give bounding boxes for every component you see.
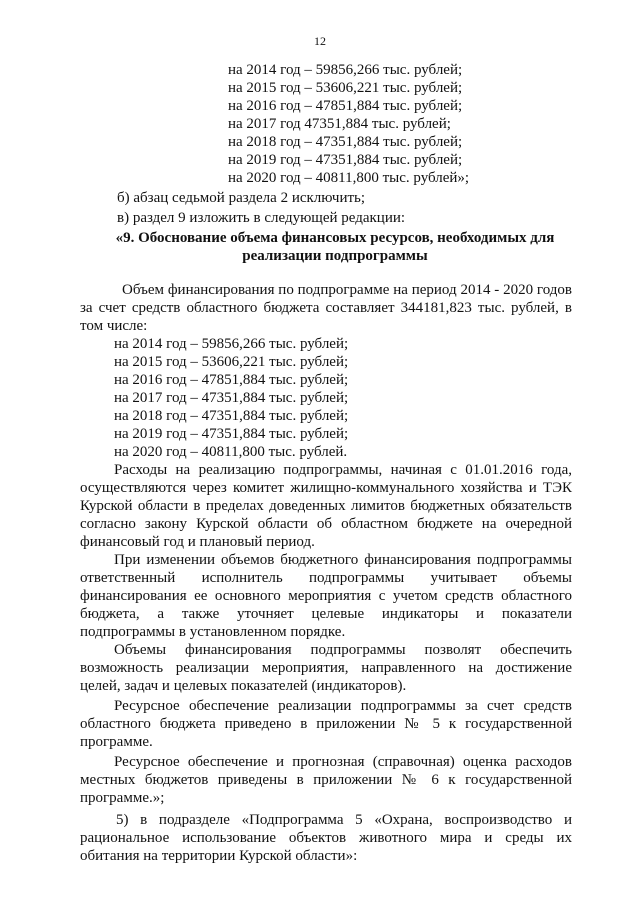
p6-line1: Ресурсное обеспечение и прогнозная (справочная) оценка расходов xyxy=(114,754,572,770)
year-2019: на 2019 год – 47351,884 тыс. рублей; xyxy=(114,426,349,442)
p7-line2: рациональное использование объектов животного мира и среды их xyxy=(80,830,572,846)
p5-line3: программе. xyxy=(80,734,153,750)
p2-line4: согласно закону Курской области об областном бюджете на очередной xyxy=(80,516,572,532)
page-number: 12 xyxy=(314,34,326,48)
year-2016: на 2016 год – 47851,884 тыс. рублей; xyxy=(114,372,349,388)
p2-line3: Курской области в пределах доведенных лимитов бюджетных обязательств xyxy=(80,498,572,514)
p4-line2: возможность реализации мероприятия, направленного на достижение xyxy=(80,660,572,676)
p1-line1: Объем финансирования по подпрограмме на период 2014 - 2020 годов xyxy=(122,282,572,298)
year-2018: на 2018 год – 47351,884 тыс. рублей; xyxy=(114,408,349,424)
year-2014: на 2014 год – 59856,266 тыс. рублей; xyxy=(114,336,349,352)
p2-line5: финансовый год и плановый период. xyxy=(80,534,315,550)
item-b: б) абзац седьмой раздела 2 исключить; xyxy=(117,190,366,206)
year-2015: на 2015 год – 53606,221 тыс. рублей; xyxy=(114,354,349,370)
top-year-2014: на 2014 год – 59856,266 тыс. рублей; xyxy=(228,62,463,78)
top-year-2015: на 2015 год – 53606,221 тыс. рублей; xyxy=(228,80,463,96)
p3-line3: финансирования ее основного мероприятия с учетом средств областного xyxy=(80,588,572,604)
p4-line1: Объемы финансирования подпрограммы позволят обеспечить xyxy=(114,642,572,658)
p2-line1: Расходы на реализацию подпрограммы, начиная с 01.01.2016 года, xyxy=(114,462,572,478)
section-heading-line2: реализации подпрограммы xyxy=(242,248,428,264)
p3-line5: подпрограммы в установленном порядке. xyxy=(80,624,346,640)
p1-line3: том числе: xyxy=(80,318,148,334)
section-heading-line1: «9. Обоснование объема финансовых ресурсов, необходимых для xyxy=(115,230,555,246)
p6-line2: местных бюджетов приведены в приложении № 6 к государственной xyxy=(80,772,572,788)
p7-line1: 5) в подразделе «Подпрограмма 5 «Охрана, воспроизводство и xyxy=(116,812,572,828)
top-year-2019: на 2019 год – 47351,884 тыс. рублей; xyxy=(228,152,463,168)
p1-line2: за счет средств областного бюджета составляет 344181,823 тыс. рублей, в xyxy=(80,300,572,316)
year-2017: на 2017 год – 47351,884 тыс. рублей; xyxy=(114,390,349,406)
p3-line1: При изменении объемов бюджетного финансирования подпрограммы xyxy=(114,552,572,568)
p5-line2: областного бюджета приведено в приложении № 5 к государственной xyxy=(80,716,572,732)
top-year-2020: на 2020 год – 40811,800 тыс. рублей»; xyxy=(228,170,470,186)
top-year-2017: на 2017 год 47351,884 тыс. рублей; xyxy=(228,116,451,132)
p4-line3: целей, задач и целевых показателей (индикаторов). xyxy=(80,678,407,694)
p7-line3: обитания на территории Курской области»: xyxy=(80,848,358,864)
p6-line3: программе.»; xyxy=(80,790,165,806)
item-v: в) раздел 9 изложить в следующей редакции: xyxy=(117,210,406,226)
year-2020: на 2020 год – 40811,800 тыс. рублей. xyxy=(114,444,348,460)
p5-line1: Ресурсное обеспечение реализации подпрограммы за счет средств xyxy=(114,698,572,714)
p2-line2: осуществляются через комитет жилищно-коммунального хозяйства и ТЭК xyxy=(80,480,572,496)
p3-line2: ответственный исполнитель подпрограммы учитывает объемы xyxy=(80,570,572,586)
top-year-2016: на 2016 год – 47851,884 тыс. рублей; xyxy=(228,98,463,114)
top-year-2018: на 2018 год – 47351,884 тыс. рублей; xyxy=(228,134,463,150)
p3-line4: бюджета, а также уточняет целевые индикаторы и показатели xyxy=(80,606,572,622)
